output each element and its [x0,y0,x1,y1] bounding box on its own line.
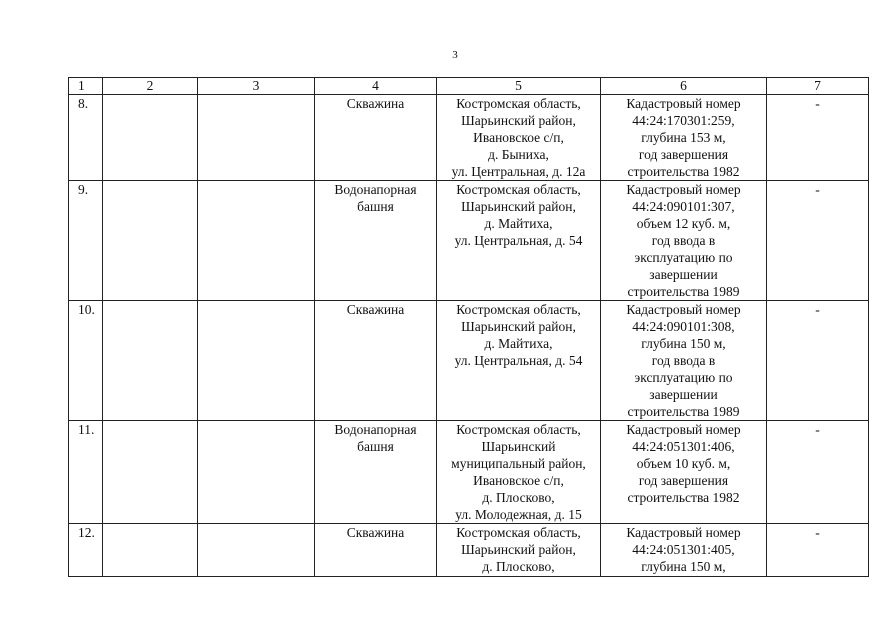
row-number: 9. [69,181,103,301]
page-number: 3 [452,49,458,61]
cell-col2 [103,95,198,181]
object-type: Скважина [315,95,437,181]
cell-col7: - [767,421,869,524]
row-number: 8. [69,95,103,181]
column-header: 7 [767,78,869,95]
column-header: 2 [103,78,198,95]
object-address: Костромская область, Шарьинский район, д. Майтиха, ул. Центральная, д. 54 [437,301,601,421]
table-row [69,524,869,577]
object-type: Скважина [315,524,437,577]
cell-col7: - [767,95,869,181]
table-row [69,181,869,301]
object-details: Кадастровый номер 44:24:051301:405, глубина 150 м, [601,524,767,577]
header-row [69,78,869,95]
cell-col3 [198,421,315,524]
cell-col3 [198,301,315,421]
column-header: 3 [198,78,315,95]
cell-col2 [103,524,198,577]
object-type: Скважина [315,301,437,421]
cell-col3 [198,181,315,301]
object-address: Костромская область, Шарьинский район, д. Майтиха, ул. Центральная, д. 54 [437,181,601,301]
cell-col2 [103,421,198,524]
object-details: Кадастровый номер 44:24:051301:406, объем 10 куб. м, год завершения строительства 1982 [601,421,767,524]
column-header: 1 [69,78,103,95]
cell-col2 [103,181,198,301]
column-header: 4 [315,78,437,95]
table-row [69,301,869,421]
cell-col7: - [767,301,869,421]
column-header: 5 [437,78,601,95]
object-type: Водонапорная башня [315,181,437,301]
object-details: Кадастровый номер 44:24:170301:259, глубина 153 м, год завершения строительства 1982 [601,95,767,181]
table-row [69,421,869,524]
cell-col2 [103,301,198,421]
object-address: Костромская область, Шарьинский район, Ивановское с/п, д. Быниха, ул. Центральная, д. 12а [437,95,601,181]
cell-col3 [198,95,315,181]
column-header: 6 [601,78,767,95]
objects-table [68,77,869,577]
object-details: Кадастровый номер 44:24:090101:308, глубина 150 м, год ввода в эксплуатацию по завершении строительства 1989 [601,301,767,421]
table-row [69,95,869,181]
row-number: 12. [69,524,103,577]
cell-col7: - [767,524,869,577]
row-number: 11. [69,421,103,524]
object-address: Костромская область, Шарьинский муниципальный район, Ивановское с/п, д. Плосково, ул. Молодежная, д. 15 [437,421,601,524]
object-type: Водонапорная башня [315,421,437,524]
object-address: Костромская область, Шарьинский район, д. Плосково, [437,524,601,577]
cell-col3 [198,524,315,577]
row-number: 10. [69,301,103,421]
object-details: Кадастровый номер 44:24:090101:307, объем 12 куб. м, год ввода в эксплуатацию по завершении строительства 1989 [601,181,767,301]
cell-col7: - [767,181,869,301]
